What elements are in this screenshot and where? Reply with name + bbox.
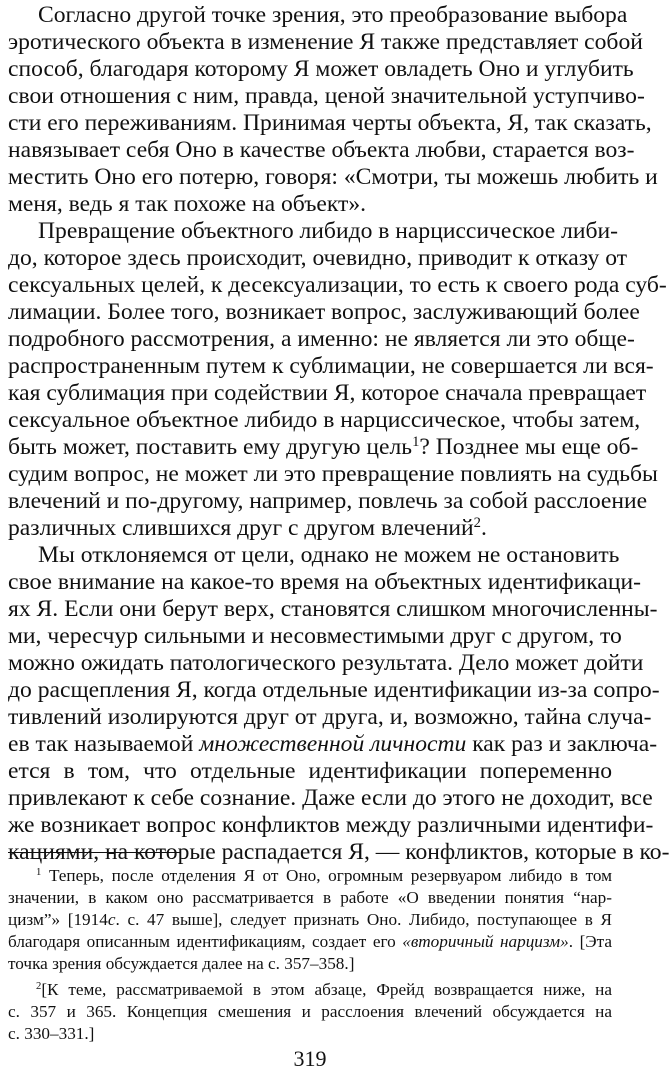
text-span: благодаря описанным идентификациям, создает его: [8, 932, 403, 951]
text-line: тивлений изолируются друг от друга, и, возможно, тайна случа-: [8, 704, 652, 730]
footnote-line: точка зрения обсуждается далее на с. 357–358.]: [8, 954, 355, 973]
text-line: способ, благодаря которому Я может овладеть Оно и углубить: [8, 56, 634, 82]
text-span: .: [480, 515, 487, 541]
text-line: Превращение объектного либидо в нарциссическое либи-: [38, 218, 619, 244]
text-span: быть может, поставить ему другую цель: [8, 434, 413, 460]
text-span: . с. 47 выше], следует признать Оно. Либидо, поступающее в Я: [115, 910, 612, 929]
text-line: до, которое здесь происходит, очевидно, приводит к отказу от: [8, 245, 628, 271]
text-line: свои отношения с ним, правда, ценой значительной уступчиво-: [8, 83, 645, 109]
text-line: Согласно другой точке зрения, это преобразование выбора: [38, 2, 628, 28]
text-span: Теперь, после отделения Я от Оно, огромным резервуаром либидо в том: [41, 866, 612, 885]
text-line: навязывает себя Оно в качестве объекта любви, старается воз-: [8, 137, 635, 163]
footnote-line: [36, 866, 612, 886]
footnote-divider: [8, 852, 180, 853]
text-line: [8, 515, 612, 541]
text-line: ется в том, что отдельные идентификации попеременно: [8, 758, 612, 784]
italic-term: «вторичный нарцизм»: [402, 932, 569, 951]
footnote-marker: 1: [412, 433, 420, 450]
text-line: влечений и по-другому, например, повлечь за собой расслоение: [8, 488, 648, 514]
text-line: же возникает вопрос конфликтов между различными идентифи-: [8, 812, 654, 838]
text-line: кая сублимация при содействии Я, которое сначала превращает: [8, 380, 647, 406]
text-line: распространенным путем к сублимации, не совершается ли вся-: [8, 353, 654, 379]
text-line: лимации. Более того, возникает вопрос, заслуживающий более: [8, 299, 640, 325]
text-line: [8, 433, 639, 460]
footnote-number: 1: [36, 867, 42, 879]
text-line: ях Я. Если они берут верх, становятся слишком многочисленны-: [8, 596, 658, 622]
footnote-line: [8, 932, 612, 952]
text-line: [8, 731, 658, 757]
text-line: местить Оно его потерю, говоря: «Смотри, ты можешь любить и: [8, 164, 658, 190]
text-line: подробного рассмотрения, а именно: не является ли это обще-: [8, 326, 635, 352]
italic-text: c: [107, 910, 116, 929]
footnote-line: с. 357 и 365. Концепция смешения и расслоения влечений обсуждается на: [8, 1002, 612, 1021]
text-span: . [Эта: [568, 932, 613, 951]
footnote-line: [36, 980, 612, 1000]
text-line: сексуальных целей, к десексуализации, то есть к своего рода суб-: [8, 272, 667, 298]
text-line: привлекают к себе сознание. Даже если до этого не доходит, все: [8, 785, 653, 811]
text-line: эротического объекта в изменение Я также представляет собой: [8, 29, 643, 55]
text-line: судим вопрос, не может ли это превращение повлиять на судьбы: [8, 461, 658, 487]
text-line: меня, ведь я так похоже на объект».: [8, 191, 367, 217]
text-line: можно ожидать патологического результата. Дело может дойти: [8, 650, 644, 676]
text-line: сти его переживаниям. Принимая черты объекта, Я, так сказать,: [8, 110, 652, 136]
text-span: как раз и заключа-: [466, 731, 658, 757]
footnote-line: значении, в каком оно рассматривается в работе «О введении понятия “нар-: [8, 888, 612, 907]
page-number: 319: [293, 1046, 327, 1071]
footnote-number: 2: [36, 981, 42, 993]
text-line: свое внимание на какое-то время на объектных идентификаци-: [8, 569, 641, 595]
text-span: цизм”» [1914: [8, 910, 108, 929]
text-line: до расщепления Я, когда отдельные идентификации из-за сопро-: [8, 677, 660, 703]
footnote-line: с. 330–331.]: [8, 1024, 95, 1043]
text-span: ев так называемой: [8, 731, 200, 757]
italic-term: множественной личности: [199, 731, 467, 757]
text-span: [К теме, рассматриваемой в этом абзаце, Фрейд возвращается ниже, на: [41, 980, 612, 999]
text-line: Мы отклоняемся от цели, однако не можем не остановить: [38, 542, 620, 568]
footnote-line: [8, 910, 612, 930]
text-span: ? Позднее мы еще об-: [419, 434, 639, 460]
text-line: ми, чересчур сильными и несовместимыми друг с другом, то: [8, 623, 622, 649]
text-line: сексуальное объектное либидо в нарциссическое, чтобы затем,: [8, 407, 641, 433]
footnote-marker: 2: [473, 514, 481, 531]
text-span: различных слившихся друг с другом влечений: [8, 515, 474, 541]
text-line: кациями, на которые распадается Я, — конфликтов, которые в ко-: [8, 839, 669, 865]
